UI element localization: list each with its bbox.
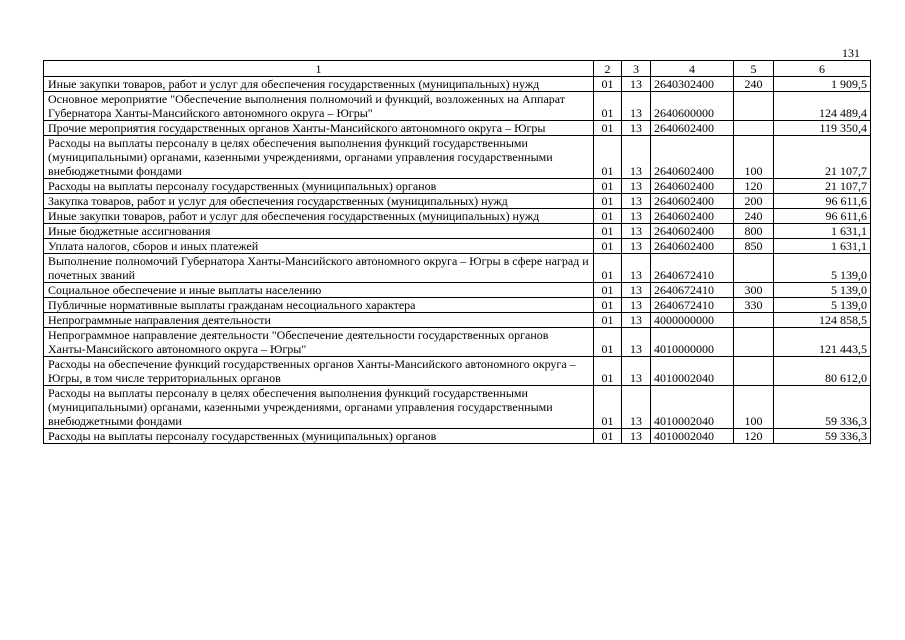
- row-target-code: 2640602400: [651, 136, 734, 179]
- row-expense-type-code: [734, 92, 774, 121]
- column-header: 2: [594, 61, 622, 77]
- row-target-code: 4010002040: [651, 429, 734, 444]
- row-expense-type-code: 120: [734, 429, 774, 444]
- row-expense-type-code: 800: [734, 224, 774, 239]
- column-header: 1: [44, 61, 594, 77]
- row-amount: 59 336,3: [774, 429, 871, 444]
- row-name: Публичные нормативные выплаты гражданам несоциального характера: [44, 298, 594, 313]
- table-row: [44, 209, 871, 224]
- row-section-code: 01: [594, 239, 622, 254]
- row-section-code: 01: [594, 283, 622, 298]
- column-header: 5: [734, 61, 774, 77]
- row-name: Расходы на выплаты персоналу в целях обеспечения выполнения функций государственными (муниципальными) органами, казенными учреждениями, органами управления государственными внебюджетными фондами: [44, 136, 594, 179]
- row-section-code: 01: [594, 136, 622, 179]
- row-section-code: 01: [594, 429, 622, 444]
- row-name: Непрограммные направления деятельности: [44, 313, 594, 328]
- row-subsection-code: 13: [622, 254, 651, 283]
- row-amount: 21 107,7: [774, 179, 871, 194]
- row-target-code: 4010002040: [651, 357, 734, 386]
- row-subsection-code: 13: [622, 179, 651, 194]
- row-target-code: 2640302400: [651, 77, 734, 92]
- row-name: Основное мероприятие "Обеспечение выполнения полномочий и функций, возложенных на Аппарат Губернатора Ханты-Мансийского автономного округа – Югры": [44, 92, 594, 121]
- table-row: [44, 313, 871, 328]
- row-subsection-code: 13: [622, 328, 651, 357]
- row-target-code: 4010000000: [651, 328, 734, 357]
- row-name: Иные закупки товаров, работ и услуг для обеспечения государственных (муниципальных) нужд: [44, 209, 594, 224]
- row-name: Расходы на выплаты персоналу государственных (муниципальных) органов: [44, 429, 594, 444]
- row-subsection-code: 13: [622, 77, 651, 92]
- table-row: [44, 121, 871, 136]
- row-target-code: 2640602400: [651, 224, 734, 239]
- row-section-code: 01: [594, 194, 622, 209]
- row-subsection-code: 13: [622, 283, 651, 298]
- row-subsection-code: 13: [622, 298, 651, 313]
- row-amount: 5 139,0: [774, 283, 871, 298]
- column-header: 4: [651, 61, 734, 77]
- row-amount: 59 336,3: [774, 386, 871, 429]
- row-expense-type-code: [734, 313, 774, 328]
- row-subsection-code: 13: [622, 239, 651, 254]
- row-target-code: 2640602400: [651, 209, 734, 224]
- row-section-code: 01: [594, 179, 622, 194]
- row-expense-type-code: 300: [734, 283, 774, 298]
- row-section-code: 01: [594, 92, 622, 121]
- row-amount: 119 350,4: [774, 121, 871, 136]
- page-number: 131: [842, 46, 860, 60]
- row-name: Непрограммное направление деятельности "Обеспечение деятельности государственных органов Ханты-Мансийского автономного округа – Югры": [44, 328, 594, 357]
- row-name: Расходы на обеспечение функций государственных органов Ханты-Мансийского автономного округа – Югры, в том числе территориальных органов: [44, 357, 594, 386]
- row-subsection-code: 13: [622, 92, 651, 121]
- row-amount: 121 443,5: [774, 328, 871, 357]
- row-expense-type-code: 240: [734, 209, 774, 224]
- table-row: [44, 357, 871, 386]
- row-expense-type-code: 200: [734, 194, 774, 209]
- table-row: [44, 92, 871, 121]
- budget-table: [43, 60, 871, 444]
- row-section-code: 01: [594, 357, 622, 386]
- row-expense-type-code: [734, 357, 774, 386]
- row-subsection-code: 13: [622, 386, 651, 429]
- row-expense-type-code: 240: [734, 77, 774, 92]
- row-target-code: 4010002040: [651, 386, 734, 429]
- table-row: [44, 254, 871, 283]
- row-target-code: 2640602400: [651, 194, 734, 209]
- row-name: Расходы на выплаты персоналу в целях обеспечения выполнения функций государственными (муниципальными) органами, казенными учреждениями, органами управления государственными внебюджетными фондами: [44, 386, 594, 429]
- row-section-code: 01: [594, 313, 622, 328]
- row-name: Прочие мероприятия государственных органов Ханты-Мансийского автономного округа – Югры: [44, 121, 594, 136]
- row-name: Уплата налогов, сборов и иных платежей: [44, 239, 594, 254]
- row-amount: 124 858,5: [774, 313, 871, 328]
- row-section-code: 01: [594, 121, 622, 136]
- row-amount: 1 631,1: [774, 224, 871, 239]
- row-name: Социальное обеспечение и иные выплаты населению: [44, 283, 594, 298]
- row-section-code: 01: [594, 209, 622, 224]
- table-row: [44, 179, 871, 194]
- table-row: [44, 136, 871, 179]
- row-amount: 80 612,0: [774, 357, 871, 386]
- row-name: Расходы на выплаты персоналу государственных (муниципальных) органов: [44, 179, 594, 194]
- table-header-row: [44, 61, 871, 77]
- row-target-code: 4000000000: [651, 313, 734, 328]
- column-header: 3: [622, 61, 651, 77]
- row-name: Выполнение полномочий Губернатора Ханты-Мансийского автономного округа – Югры в сфере наград и почетных званий: [44, 254, 594, 283]
- row-subsection-code: 13: [622, 209, 651, 224]
- row-subsection-code: 13: [622, 224, 651, 239]
- row-amount: 1 909,5: [774, 77, 871, 92]
- row-amount: 96 611,6: [774, 209, 871, 224]
- row-target-code: 2640602400: [651, 239, 734, 254]
- row-expense-type-code: [734, 328, 774, 357]
- table-row: [44, 194, 871, 209]
- row-expense-type-code: 100: [734, 386, 774, 429]
- row-amount: 5 139,0: [774, 254, 871, 283]
- row-subsection-code: 13: [622, 313, 651, 328]
- row-target-code: 2640672410: [651, 254, 734, 283]
- row-subsection-code: 13: [622, 121, 651, 136]
- row-expense-type-code: 100: [734, 136, 774, 179]
- table-row: [44, 429, 871, 444]
- table-row: [44, 283, 871, 298]
- row-name: Закупка товаров, работ и услуг для обеспечения государственных (муниципальных) нужд: [44, 194, 594, 209]
- column-header: 6: [774, 61, 871, 77]
- table-row: [44, 386, 871, 429]
- row-subsection-code: 13: [622, 357, 651, 386]
- row-section-code: 01: [594, 254, 622, 283]
- row-expense-type-code: [734, 121, 774, 136]
- row-section-code: 01: [594, 328, 622, 357]
- row-expense-type-code: 120: [734, 179, 774, 194]
- row-target-code: 2640602400: [651, 121, 734, 136]
- row-target-code: 2640602400: [651, 179, 734, 194]
- row-subsection-code: 13: [622, 194, 651, 209]
- table-row: [44, 224, 871, 239]
- row-amount: 1 631,1: [774, 239, 871, 254]
- row-amount: 5 139,0: [774, 298, 871, 313]
- row-amount: 96 611,6: [774, 194, 871, 209]
- row-name: Иные бюджетные ассигнования: [44, 224, 594, 239]
- row-amount: 21 107,7: [774, 136, 871, 179]
- table-row: [44, 77, 871, 92]
- row-target-code: 2640600000: [651, 92, 734, 121]
- row-target-code: 2640672410: [651, 283, 734, 298]
- row-expense-type-code: [734, 254, 774, 283]
- row-subsection-code: 13: [622, 136, 651, 179]
- row-section-code: 01: [594, 224, 622, 239]
- row-section-code: 01: [594, 77, 622, 92]
- row-subsection-code: 13: [622, 429, 651, 444]
- table-row: [44, 328, 871, 357]
- row-section-code: 01: [594, 298, 622, 313]
- table-row: [44, 239, 871, 254]
- row-name: Иные закупки товаров, работ и услуг для обеспечения государственных (муниципальных) нужд: [44, 77, 594, 92]
- row-target-code: 2640672410: [651, 298, 734, 313]
- row-section-code: 01: [594, 386, 622, 429]
- row-expense-type-code: 330: [734, 298, 774, 313]
- table-row: [44, 298, 871, 313]
- row-expense-type-code: 850: [734, 239, 774, 254]
- row-amount: 124 489,4: [774, 92, 871, 121]
